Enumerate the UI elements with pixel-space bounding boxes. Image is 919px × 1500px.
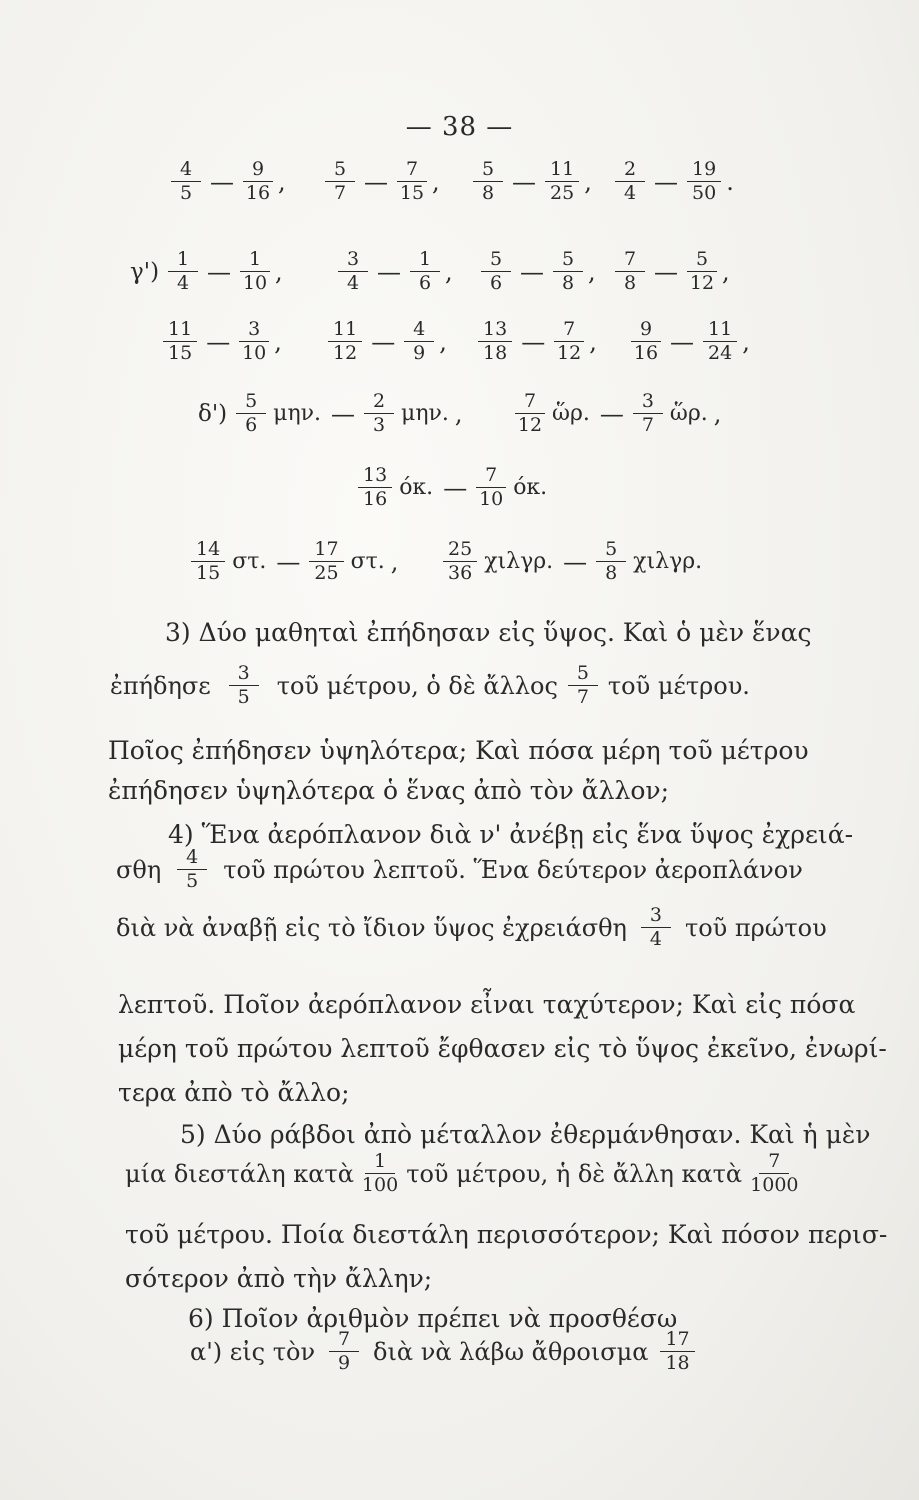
fraction-pair: $\frac{11}{12}$ — $\frac{4}{9}$ ,	[325, 320, 447, 364]
fraction-pair: $\frac{5}{6}$ — $\frac{5}{8}$ ,	[478, 250, 596, 294]
fraction-pair: γ') $\frac{1}{4}$ — $\frac{1}{10}$ ,	[130, 248, 283, 294]
fraction: $\frac{1}{4}$	[168, 250, 198, 294]
fraction: $\frac{7}{8}$	[615, 250, 645, 294]
fraction: $\frac{5}{6}$	[236, 392, 266, 436]
fraction: $\frac{7}{10}$	[476, 466, 506, 510]
fraction-pair: $\frac{5}{8}$ — $\frac{11}{25}$ ,	[470, 160, 592, 204]
page-number: — 38 —	[405, 112, 514, 142]
fraction: $\frac{3}{4}$	[338, 250, 368, 294]
fraction: $\frac{2}{3}$	[364, 392, 394, 436]
problem-5-line-4: σότερον ἀπὸ τὴν ἄλλην;	[125, 1264, 433, 1293]
fraction: $\frac{5}{7}$	[568, 664, 598, 708]
fraction: $\frac{2}{4}$	[615, 160, 645, 204]
problem-5-line-2: μία διεστάλη κατὰ $\frac{1}{100}$ τοῦ μέτρου, ἡ δὲ ἄλλη κατὰ $\frac{7}{1000}$	[125, 1150, 799, 1196]
fraction: $\frac{5}{12}$	[687, 250, 717, 294]
problem-6-line-2: α') εἰς τὸν $\frac{7}{9}$ διὰ νὰ λάβω ἄθροισμα $\frac{17}{18}$	[190, 1330, 707, 1374]
fraction: $\frac{25}{36}$	[443, 540, 477, 584]
fraction: $\frac{17}{18}$	[660, 1330, 694, 1374]
problem-6-line-1: 6) Ποῖον ἀριθμὸν πρέπει νὰ προσθέσω	[188, 1304, 678, 1333]
fraction: $\frac{3}{5}$	[229, 664, 259, 708]
fraction: $\frac{7}{12}$	[554, 320, 584, 364]
problem-4-line-5: μέρη τοῦ πρώτου λεπτοῦ ἔφθασεν εἰς τὸ ὕψος ἐκεῖνο, ἐνωρί-	[118, 1034, 887, 1063]
fraction: $\frac{5}{8}$	[473, 160, 503, 204]
fraction: $\frac{4}{9}$	[404, 320, 434, 364]
fraction-pair: $\frac{7}{8}$ — $\frac{5}{12}$ ,	[612, 250, 730, 294]
fraction: $\frac{9}{16}$	[243, 160, 273, 204]
fraction: $\frac{13}{18}$	[478, 320, 512, 364]
exercise-row-5	[0, 466, 919, 546]
exercise-label: γ')	[130, 258, 160, 285]
fraction: $\frac{14}{15}$	[191, 540, 225, 584]
exercise-label: δ')	[198, 400, 228, 427]
problem-3-line-3: Ποῖος ἐπήδησεν ὑψηλότερα; Καὶ πόσα μέρη τοῦ μέτρου	[108, 736, 809, 765]
exercise-row-4	[0, 392, 919, 472]
fraction: $\frac{4}{5}$	[177, 848, 207, 892]
problem-4-line-2: σθη $\frac{4}{5}$ τοῦ πρώτου λεπτοῦ. Ἕνα δεύτερον ἀεροπλάνον	[116, 846, 803, 892]
fraction: $\frac{13}{16}$	[358, 466, 392, 510]
fraction: $\frac{1}{10}$	[240, 250, 270, 294]
quantity-pair: δ') $\frac{5}{6}$ μην. — $\frac{2}{3}$ μην. ,	[198, 390, 463, 436]
fraction-pair: $\frac{4}{5}$ — $\frac{9}{16}$ ,	[168, 160, 286, 204]
problem-4-line-3: διὰ νὰ ἀναβῇ εἰς τὸ ἴδιον ὕψος ἐχρειάσθη $\frac{3}{4}$ τοῦ πρώτου	[116, 904, 827, 950]
fraction: $\frac{17}{25}$	[309, 540, 343, 584]
exercise-row-6	[0, 540, 919, 620]
fraction: $\frac{5}{8}$	[553, 250, 583, 294]
fraction: $\frac{19}{50}$	[687, 160, 721, 204]
fraction: $\frac{3}{10}$	[239, 320, 269, 364]
quantity-pair: $\frac{13}{16}$ όκ. — $\frac{7}{10}$ όκ.	[355, 466, 551, 510]
fraction: $\frac{9}{16}$	[631, 320, 661, 364]
fraction: $\frac{11}{12}$	[328, 320, 362, 364]
fraction-pair: $\frac{11}{15}$ — $\frac{3}{10}$ ,	[160, 320, 282, 364]
exercise-row-3	[0, 320, 919, 400]
problem-4-line-1: 4) Ἕνα ἀερόπλανον διὰ ν' ἀνέβῃ εἰς ἕνα ὕψος ἐχρειά-	[168, 820, 854, 849]
quantity-pair: $\frac{25}{36}$ χιλγρ. — $\frac{5}{8}$ χιλγρ.	[440, 540, 706, 584]
fraction: $\frac{4}{5}$	[171, 160, 201, 204]
fraction: $\frac{1}{100}$	[361, 1150, 399, 1196]
problem-3-line-2: ἐπήδησε $\frac{3}{5}$ τοῦ μέτρου, ὁ δὲ ἄλλος $\frac{5}{7}$ τοῦ μέτρου.	[110, 662, 750, 708]
fraction-pair: $\frac{3}{4}$ — $\frac{1}{6}$ ,	[335, 250, 453, 294]
fraction-pair: $\frac{13}{18}$ — $\frac{7}{12}$ ,	[475, 320, 597, 364]
fraction-pair: $\frac{2}{4}$ — $\frac{19}{50}$ .	[612, 160, 734, 204]
fraction: $\frac{7}{1000}$	[750, 1150, 799, 1196]
exercise-row-1	[0, 160, 919, 240]
fraction: $\frac{5}{8}$	[596, 540, 626, 584]
fraction: $\frac{11}{25}$	[545, 160, 579, 204]
exercise-row-2	[0, 250, 919, 330]
problem-5-line-3: τοῦ μέτρου. Ποία διεστάλη περισσότερον; Καὶ πόσον περισ-	[125, 1220, 888, 1249]
problem-5-line-1: 5) Δύο ράβδοι ἀπὸ μέταλλον ἐθερμάνθησαν. Καὶ ἡ μὲν	[180, 1120, 871, 1149]
fraction: $\frac{5}{6}$	[481, 250, 511, 294]
fraction: $\frac{5}{7}$	[325, 160, 355, 204]
quantity-pair: $\frac{7}{12}$ ὥρ. — $\frac{3}{7}$ ὥρ. ,	[512, 392, 721, 436]
problem-3-line-1: 3) Δύο μαθηταὶ ἐπήδησαν εἰς ὕψος. Καὶ ὁ μὲν ἕνας	[165, 618, 812, 647]
fraction: $\frac{1}{6}$	[410, 250, 440, 294]
fraction: $\frac{7}{15}$	[397, 160, 427, 204]
fraction: $\frac{11}{24}$	[703, 320, 737, 364]
fraction: $\frac{3}{7}$	[633, 392, 663, 436]
problem-4-line-6: τερα ἀπὸ τὸ ἄλλο;	[118, 1078, 350, 1107]
fraction-pair: $\frac{9}{16}$ — $\frac{11}{24}$ ,	[628, 320, 750, 364]
fraction: $\frac{11}{15}$	[163, 320, 197, 364]
problem-3-line-4: ἐπήδησεν ὑψηλότερα ὁ ἕνας ἀπὸ τὸν ἄλλον;	[108, 776, 670, 805]
quantity-pair: $\frac{14}{15}$ στ. — $\frac{17}{25}$ στ. ,	[188, 540, 398, 584]
fraction: $\frac{7}{12}$	[515, 392, 545, 436]
fraction-pair: $\frac{5}{7}$ — $\frac{7}{15}$ ,	[322, 160, 440, 204]
fraction: $\frac{7}{9}$	[329, 1330, 359, 1374]
problem-4-line-4: λεπτοῦ. Ποῖον ἀερόπλανον εἶναι ταχύτερον; Καὶ εἰς πόσα	[118, 990, 856, 1019]
fraction: $\frac{3}{4}$	[641, 906, 671, 950]
